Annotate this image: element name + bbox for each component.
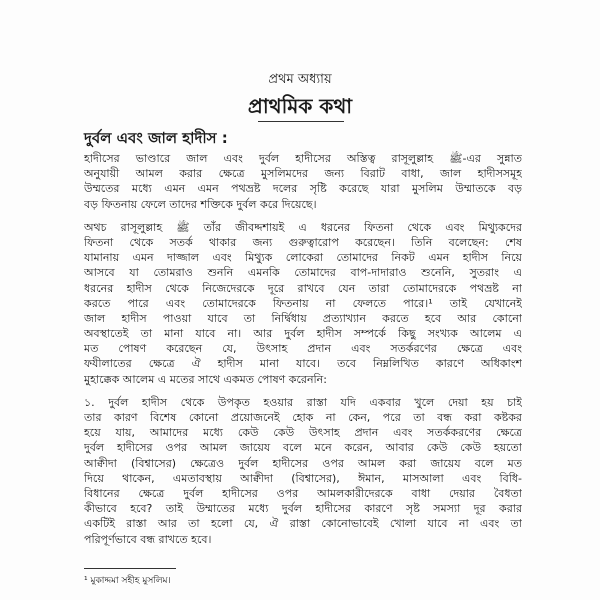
text-line: পরিপূর্ণভাবে বন্ধ রাখতে হবে।: [84, 532, 212, 546]
text-line: মত পোষণ করেছেন যে, উৎসাহ প্রদান এবং সতর্করণের ক্ষেত্রে এবং: [84, 342, 522, 356]
text-line: ফিতনা থেকে সতর্ক থাকার জন্য গুরুত্বারোপ করেছেন। তিনি বলেছেন: শেষ: [84, 235, 522, 249]
text-line: দুর্বল হাদীসের ওপর আমল জায়েয বলে মনে করেন, আবার কেউ কেউ হয়তো: [84, 441, 522, 455]
body-text: [84, 151, 522, 547]
text-line: আসবে যা তোমরাও শুননি এমনকি তোমাদের বাপ-দাদারাও শুনেনি, সুতরাং এ: [84, 266, 522, 280]
text-line: দিয়ে থাকেন, এমতাবস্থায় আক্বীদা (বিশ্বাসের), ঈমান, মাসআলা এবং বিধি-: [84, 471, 522, 485]
text-line: অনুযায়ী আমল করার ক্ষেত্রে মুসলিমদের জন্য বিরাট বাধা, জাল হাদীসসমূহ: [84, 167, 522, 181]
text-line: কীভাবে হবে? তাই উম্মাতের মধ্যে দুর্বল হাদীসের কারণে সৃষ্ট সমস্যা দূর করার: [84, 502, 522, 516]
footnote-divider: [84, 568, 176, 569]
paragraph-2: [84, 220, 522, 387]
text-line: বিধানের ক্ষেত্রে দুর্বল হাদীসের ওপর আমলকারীদেরকে বাধা দেয়ার বৈধতা: [84, 486, 522, 500]
text-line: অথচ রাসূলুল্লাহ ﷺ তাঁর জীবদ্দশায়ই এ ধরনের ফিতনা থেকে এবং মিথ্যুকদের: [84, 220, 522, 234]
text-line: হাদীসের ভাণ্ডারে জাল এবং দুর্বল হাদীসের অস্তিত্ব রাসূলুল্লাহ ﷺ-এর সুন্নাত: [84, 152, 522, 165]
paragraph-3: [84, 395, 522, 547]
text-line: উম্মতের মধ্যে এমন এমন পথভ্রষ্ট দলের সৃষ্টি করেছে যারা মুসলিম উম্মাতকে বড়: [84, 182, 522, 196]
text-line: বড় ফিতনায় ফেলে তাদের শক্তিকে দুর্বল করে দিয়েছে।: [84, 197, 317, 211]
page-title: প্রাথমিক কথা: [247, 94, 353, 118]
text-line: একটিই রাস্তা আর তা হলো যে, ঐ রাস্তা কোনোভাবেই খোলা যাবে না এবং তা: [84, 517, 522, 531]
title-underline: [258, 121, 344, 122]
section-heading: দুর্বল এবং জাল হাদীস :: [84, 129, 228, 147]
text-line: ১. দুর্বল হাদীস থেকে উপকৃত হওয়ার রাস্তা যদি একবার খুলে দেয়া হয় চাই: [84, 395, 522, 409]
text-line: ধরনের হাদীস থেকে নিজেদেরকে দূরে রাখবে যেন তারা তোমাদেরকে পথভ্রষ্ট না: [84, 281, 522, 295]
text-line: হয়ে যায়, আমাদের মধ্যে কেউ কেউ উৎসাহ প্রদান এবং সতর্ককরণের ক্ষেত্রে: [84, 426, 522, 440]
text-line: অবস্থাতেই তা মানা যাবে না। আর দুর্বল হাদীস সম্পর্কে কিছু সংখ্যক আলেম এ: [84, 327, 522, 341]
text-line: ফযীলাতের ক্ষেত্রে ঐ হাদীস মানা যাবে। তবে নিম্নলিখিত কারণে অধিকাংশ: [84, 357, 522, 371]
text-line: করতে পারে এবং তোমাদেরকে ফিতনায় না ফেলতে পারে।¹ তাই যেখানেই: [84, 296, 522, 310]
text-line: মুহাক্কেক আলেম এ মতের সাথে একমত পোষণ করেননি:: [84, 372, 327, 386]
text-line: আক্বীদা (বিশ্বাসের) ক্ষেত্রেও দুর্বল হাদীসের ওপর আমল করা জায়েয বলে মত: [84, 456, 522, 470]
paragraph-1: [84, 151, 522, 212]
text-line: জাল হাদীস পাওয়া যাবে তা নির্দ্বিধায় প্রত্যাখ্যান করতে হবে আর কোনো: [84, 311, 522, 325]
text-line: যামানায় এমন দাজ্জাল এবং মিথ্যুক লোকেরা তোমাদের নিকট এমন হাদীস নিয়ে: [84, 251, 522, 265]
footnote: ¹ মুকাদ্দমা সহীহ মুসলিম।: [84, 576, 171, 586]
text-line: তার কারণ বিশেষ কোনো প্রয়োজনেই হোক না কেন, পরে তা বন্ধ করা কষ্টকর: [84, 411, 522, 424]
chapter-label: প্রথম অধ্যায়: [268, 72, 332, 87]
